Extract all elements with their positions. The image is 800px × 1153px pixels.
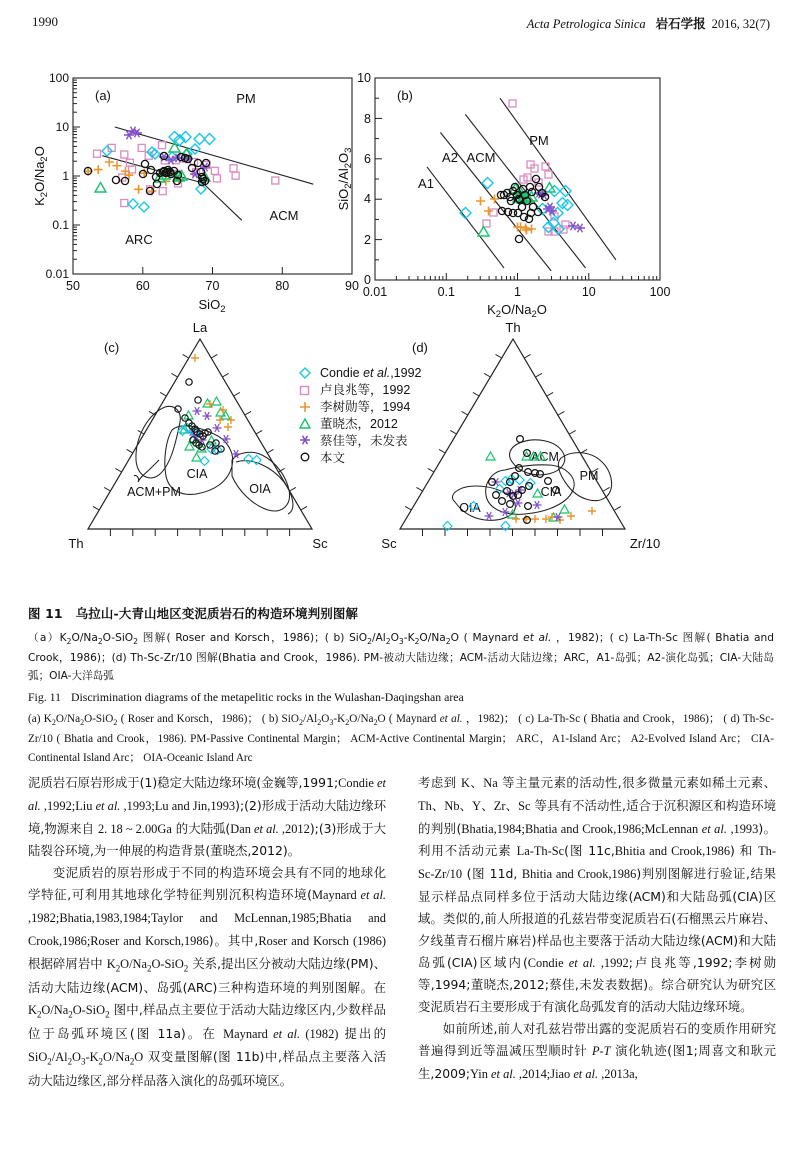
legend-label-2: 李树勋等，1994 [320, 400, 411, 414]
svg-text:0.01: 0.01 [45, 267, 69, 281]
panel-c-apex-left-label: Th [68, 536, 84, 551]
svg-text:90: 90 [345, 279, 359, 293]
panel-a-label: (a) [95, 88, 111, 103]
svg-text:ACM: ACM [269, 208, 299, 223]
caption-en-title-number: Fig. 11 [28, 689, 61, 704]
svg-text:OIA: OIA [249, 482, 271, 496]
svg-text:100: 100 [649, 285, 671, 299]
svg-text:0.1: 0.1 [52, 218, 69, 232]
svg-text:PM: PM [579, 469, 599, 483]
legend-label-5: 本文 [320, 451, 346, 465]
journal-name-en: Acta Petrologica Sinica [526, 17, 646, 31]
svg-text:1: 1 [514, 285, 521, 299]
caption-cn-title-number: 图 11 [28, 606, 63, 621]
legend-label-0: Condie et al.,1992 [320, 366, 422, 380]
panel-d-apex-left-label: Sc [381, 536, 397, 551]
panel-d-label: (d) [412, 340, 428, 355]
series-li1994-c [191, 354, 235, 431]
panel-b-y-axis-label: $SiO_2/Al_2O_3$ [336, 147, 354, 211]
panel-d-apex-top-label: Th [505, 320, 521, 335]
svg-text:10: 10 [357, 71, 371, 85]
svg-text:10: 10 [581, 285, 596, 299]
legend-label-4: 蔡佳等，未发表 [320, 434, 408, 448]
svg-text:60: 60 [135, 279, 150, 293]
svg-text:CIA: CIA [540, 485, 562, 499]
svg-text:A1: A1 [418, 176, 434, 191]
panel-c [68, 320, 328, 551]
body-column-right [418, 772, 776, 1086]
svg-text:6: 6 [364, 152, 371, 166]
figure-legend [300, 366, 422, 465]
svg-text:10: 10 [55, 120, 69, 134]
page-number: 1990 [32, 14, 58, 29]
caption-cn-title-text: 乌拉山-大青山地区变泥质岩石的构造环境判别图解 [75, 606, 359, 621]
panel-a-y-ticklabels [46, 71, 70, 281]
journal-citation [527, 14, 770, 32]
panel-d [381, 320, 660, 551]
svg-text:80: 80 [275, 279, 290, 293]
legend-symbol-square-icon [301, 387, 309, 395]
svg-text:0: 0 [364, 273, 371, 287]
svg-text:ACM+PM: ACM+PM [127, 485, 181, 499]
svg-text:4: 4 [364, 192, 371, 206]
body-text [28, 772, 776, 1142]
svg-text:8: 8 [364, 112, 371, 126]
svg-text:A2: A2 [442, 150, 458, 165]
panel-a-x-axis-label: SiO$_2$ [198, 297, 226, 315]
svg-text:0.1: 0.1 [437, 285, 455, 299]
panel-c-label: (c) [104, 340, 120, 355]
svg-text:PM: PM [529, 133, 549, 148]
panel-c-apex-right-label: Sc [312, 536, 328, 551]
panel-d-apex-right-label: Zr/10 [629, 536, 661, 551]
svg-text:CIA: CIA [186, 467, 208, 481]
panel-b-label: (b) [397, 88, 413, 103]
panel-a-y-axis-label: $K_2O/Na_2O$ [32, 146, 50, 206]
legend-symbol-triangle-icon [300, 419, 310, 428]
panel-c-data [175, 354, 261, 466]
field-acm-pm-leader [134, 460, 159, 482]
panel-b [336, 71, 670, 320]
panel-a-x-ticklabels [66, 279, 359, 293]
legend-symbol-circle-icon [301, 453, 309, 461]
panel-c-field-labels [127, 467, 271, 499]
svg-text:ACM: ACM [531, 450, 559, 464]
paragraph-right-1: 考虑到 K、Na 等主量元素的活动性,很多微量元素如稀土元素、Th、Nb、Y、Zr、Sc 等具有不活动性,适合于沉积源区和构造环境的判别(Bhatia,1984;Bhatia and Crook,1986;McLennan et al. ,1993)。利用不活动元素 La-Th-Sc(图 11c,Bhitia and Crook,1986) 和 Th-Sc-Zr/10 (图 11d, Bhitia and Crook,1986)判别图解进行验证,结果显示样品点同样多位于活动大陆边缘(ACM)和大陆岛弧(CIA)区域。类似的,前人所报道的孔兹岩带变泥质岩石(石榴黑云片麻岩、夕线堇青石榴片麻岩)样品也主要落于活动大陆边缘(ACM)和大陆岛弧(CIA)区域内(Condie et al. ,1992;卢良兆等,1992;李树勋等,1994;董晓杰,2012;蔡佳,未发表数据)。综合研究认为研究区变泥质岩石主要形成于有演化岛弧发育的活动大陆边缘环境。 [418, 775, 777, 1015]
figure-11 [0, 62, 800, 607]
panel-b-x-axis-label: $K_2O/Na_2O$ [487, 302, 547, 320]
caption-en-body: (a) $K_2O/Na_2O-SiO_2$ ( Roser and Korsch，1986)； ( b) $SiO_2/Al_2O_3-K_2O/Na_2O$ ( Maynard et al. ，1982)； ( c) La-Th-Sc ( Bhatia and Crook，1986)； ( d) Th-Sc-Zr/10 ( Bhatia and Crook，1986). PM-Passive Continental Margin； ACM-Active Continental Margin； ARC，A1-Island Arc； A2-Evolved Island Arc； CIA-Continental Island Arc； OIA-Oceanic Island Arc [28, 712, 774, 765]
caption-en-title [28, 688, 774, 707]
svg-text:ACM: ACM [466, 150, 496, 165]
caption-cn-title [28, 604, 774, 624]
legend-symbol-plus-icon [300, 402, 310, 412]
panel-c-apex-top-label: La [192, 320, 208, 335]
journal-issue: 2016, 32(7) [711, 17, 770, 31]
panel-d-data [443, 436, 596, 531]
svg-text:100: 100 [48, 71, 69, 85]
paragraph-right-2: 如前所述,前人对孔兹岩带出露的变泥质岩石的变质作用研究普遍得到近等温减压型顺时针 P-T 演化轨迹(图1;周喜文和耿元生,2009;Yin et al. ,2014;Jiao et al. ,2013a, [418, 1021, 776, 1081]
svg-text:OIA: OIA [459, 501, 481, 515]
figure-11-canvas [0, 62, 800, 607]
field-acm-pm-outline [136, 406, 180, 478]
svg-text:1: 1 [62, 169, 69, 183]
running-head [0, 14, 800, 36]
legend-label-3: 董晓杰，2012 [320, 417, 398, 431]
legend-label-1: 卢良兆等，1992 [320, 383, 411, 397]
svg-text:50: 50 [66, 279, 80, 293]
panel-a [32, 71, 359, 315]
legend-symbol-asterisk-icon [300, 436, 310, 445]
panel-b-x-ticklabels [363, 285, 671, 299]
svg-text:0.01: 0.01 [362, 285, 388, 299]
panel-b-y-ticklabels [357, 71, 371, 287]
svg-text:70: 70 [205, 279, 220, 293]
body-column-left [28, 772, 386, 1092]
journal-name-cn: 岩石学报 [655, 16, 706, 31]
svg-text:PM: PM [236, 91, 256, 106]
panel-d-ticks [405, 354, 621, 536]
legend-symbol-diamond-icon [300, 368, 310, 378]
paragraph-left-1: 泥质岩石原岩形成于(1)稳定大陆边缘环境(金巍等,1991;Condie et al. ,1992;Liu et al. ,1993;Lu and Jin,1993);(2)形成于活动大陆边缘环境,物源来自 2. 18 ~ 2.00Ga 的大陆弧(Dan et al. ,2012);(3)形成于大陆裂谷环境,为一伸展的构造背景(董晓杰,2012)。 [28, 775, 387, 859]
svg-text:2: 2 [364, 233, 371, 247]
paragraph-left-2: 变泥质岩的原岩形成于不同的构造环境会具有不同的地球化学特征,可利用其地球化学特征判别沉积构造环境(Maynard et al. ,1982;Bhatia,1983,1984;Taylor and McLennan,1985;Bhatia and Crook,1986;Roser and Korsch,1986)。其中,Roser and Korsch (1986) 根据碎屑岩中 $K_2O/Na_2O-SiO_2$ 关系,提出区分被动大陆边缘(PM)、活动大陆边缘(ACM)、岛弧(ARC)三种构造环境的判别图解。在 $K_2O/Na_2O-SiO_2$ 图中,样品点主要位于活动大陆边缘区内,少数样品位于岛弧环境区(图 11a)。在 Maynard et al. (1982) 提出的 $SiO_2/Al_2O_3-K_2O/Na_2O$ 双变量图解(图 11b)中,样品点主要落入活动大陆边缘区,部分样品落入演化的岛弧环境区。 [28, 865, 386, 1088]
caption-cn-body: $(a)K_2O/Na_2O-SiO_2$ 图解( Roser and Korsch，1986)；( b) $SiO_2/Al_2O_3-K_2O/Na_2O$ ( Maynard et al. ，1982)；( c) La-Th-Sc 图解( Bhatia and Crook，1986)；(d) Th-Sc-Zr/10 图解(Bhatia and Crook，1986). PM-被动大陆边缘；ACM-活动大陆边缘；ARC，A1-岛弧；A2-演化岛弧；CIA-大陆岛弧；OIA-大洋岛弧 [28, 632, 774, 683]
figure-caption [28, 604, 774, 768]
svg-text:ARC: ARC [125, 232, 153, 247]
caption-en-title-text: Discrimination diagrams of the metapelitic rocks in the Wulashan-Daqingshan area [71, 689, 464, 704]
